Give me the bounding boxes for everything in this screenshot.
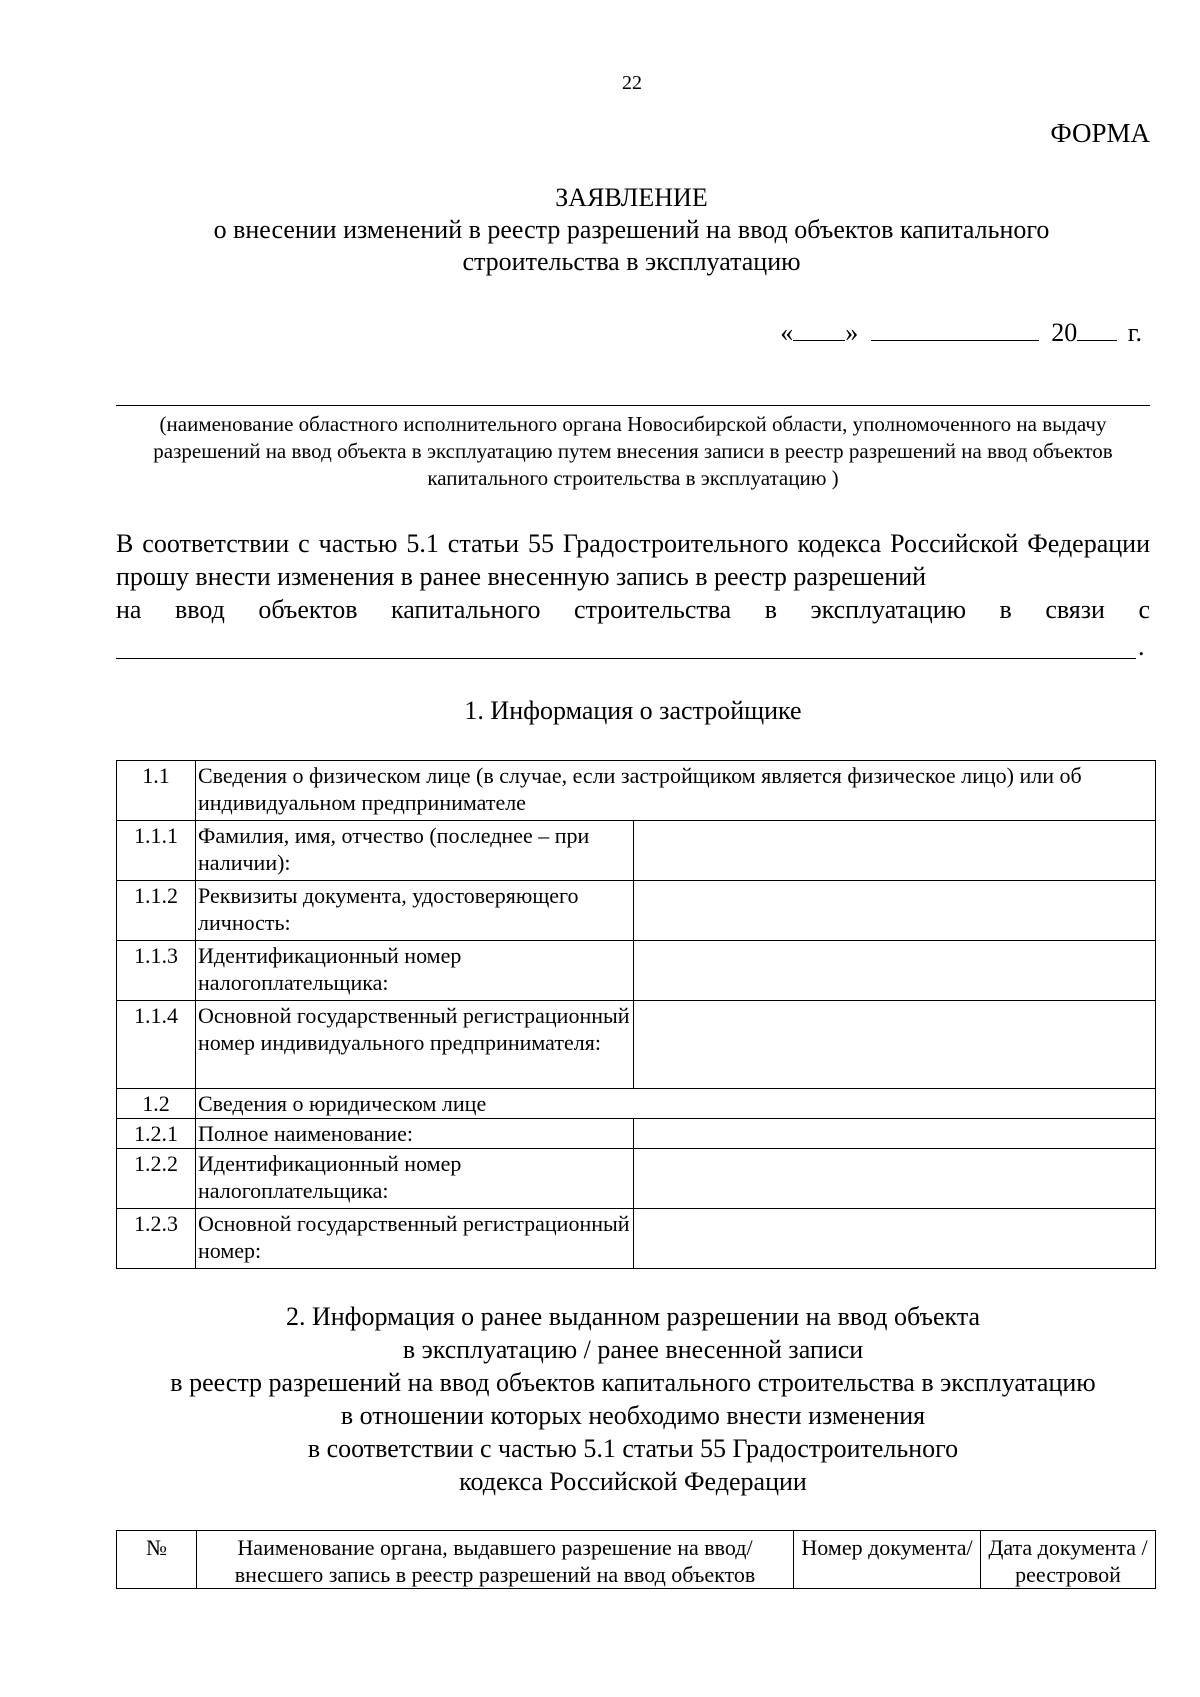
row-value-field[interactable] xyxy=(634,881,1156,941)
section2-heading-line: в эксплуатацию / ранее внесенной записи xyxy=(402,1335,864,1364)
year-suffix: г. xyxy=(1127,318,1142,347)
authority-caption: (наименование областного исполнительного органа Новосибирской области, уполномоченного на выдачу разрешений на ввод объекта в эксплуатацию путем внесения записи в реестр разрешений на ввод объектов капитального строительства в эксплуатацию ) xyxy=(153,412,1113,490)
request-paragraph xyxy=(116,527,1150,626)
document-title xyxy=(116,182,1147,278)
section2-heading-line: в отношении которых необходимо внести изменения xyxy=(340,1401,926,1430)
row-value-field[interactable] xyxy=(634,821,1156,881)
row-value-field[interactable] xyxy=(634,941,1156,1001)
row-label: Идентификационный номер налогоплательщика: xyxy=(196,1149,634,1209)
row-number: 1.2.1 xyxy=(117,1119,196,1149)
row-label: Полное наименование: xyxy=(196,1119,634,1149)
row-value-field[interactable] xyxy=(634,1001,1156,1089)
table-row xyxy=(117,941,1156,1001)
authority-name-blank[interactable] xyxy=(116,405,1150,406)
request-last-line: на ввод объектов капитального строительства в эксплуатацию в связи с xyxy=(116,595,1150,624)
date-close-quote: » xyxy=(845,318,859,347)
section2-heading-line: в реестр разрешений на ввод объектов капитального строительства в эксплуатацию xyxy=(170,1368,1096,1397)
row-number: 1.2 xyxy=(117,1089,196,1119)
row-number: 1.2.2 xyxy=(117,1149,196,1209)
table-row xyxy=(117,881,1156,941)
row-number: 1.1.2 xyxy=(117,881,196,941)
year-prefix: 20 xyxy=(1051,318,1078,347)
table-row xyxy=(117,1209,1156,1269)
title-line-1: ЗАЯВЛЕНИЕ xyxy=(555,183,708,212)
row-label: Основной государственный регистрационный номер: xyxy=(196,1209,634,1269)
section2-heading-line: в соответствии с частью 5.1 статьи 55 Градостроительного xyxy=(307,1434,959,1463)
column-header-authority: Наименование органа, выдавшего разрешение на ввод/ внесшего запись в реестр разрешений на ввод объектов xyxy=(197,1531,794,1589)
form-label: ФОРМА xyxy=(1050,118,1150,148)
row-number: 1.1.1 xyxy=(117,821,196,881)
month-blank[interactable] xyxy=(871,316,1039,341)
date-field xyxy=(780,316,1142,348)
column-header-number: № xyxy=(117,1531,197,1589)
row-number: 1.2.3 xyxy=(117,1209,196,1269)
row-label: Сведения о физическом лице (в случае, если застройщиком является физическое лицо) или об индивидуальном предпринимателе xyxy=(196,761,1156,821)
section2-heading-line: 2. Информация о ранее выданном разрешении на ввод объекта xyxy=(285,1302,981,1331)
row-label: Реквизиты документа, удостоверяющего личность: xyxy=(196,881,634,941)
year-blank[interactable] xyxy=(1077,316,1117,341)
row-number: 1.1.4 xyxy=(117,1001,196,1089)
row-label: Основной государственный регистрационный номер индивидуального предпринимателя: xyxy=(196,1001,634,1089)
column-header-document-number: Номер документа/ xyxy=(794,1531,981,1589)
reason-blank[interactable] xyxy=(116,657,1136,659)
row-value-field[interactable] xyxy=(634,1149,1156,1209)
request-text: В соответствии с частью 5.1 статьи 55 Градостроительного кодекса Российской Федерации прошу внести изменения в ранее внесенную запись в реестр разрешений xyxy=(116,529,1150,591)
row-value-field[interactable] xyxy=(634,1119,1156,1149)
section2-heading xyxy=(116,1300,1150,1498)
table-row xyxy=(117,1119,1156,1149)
permit-info-table xyxy=(116,1530,1156,1589)
column-header-document-date: Дата документа /реестровой xyxy=(981,1531,1156,1589)
section2-heading-line: кодекса Российской Федерации xyxy=(459,1467,807,1496)
title-line-2: о внесении изменений в реестр разрешений на ввод объектов капитального xyxy=(213,215,1050,244)
developer-info-body xyxy=(117,761,1156,1269)
table-row xyxy=(117,1089,1156,1119)
table-row xyxy=(117,761,1156,821)
day-blank[interactable] xyxy=(793,316,845,341)
row-label: Фамилия, имя, отчество (последнее – при наличии): xyxy=(196,821,634,881)
title-line-3: строительства в эксплуатацию xyxy=(462,247,801,276)
section1-heading: 1. Информация о застройщике xyxy=(464,696,802,725)
permit-table-header-row xyxy=(117,1531,1156,1589)
page-number: 22 xyxy=(622,72,642,94)
row-value-field[interactable] xyxy=(634,1209,1156,1269)
row-number: 1.1 xyxy=(117,761,196,821)
row-number: 1.1.3 xyxy=(117,941,196,1001)
table-row xyxy=(117,1001,1156,1089)
date-open-quote: « xyxy=(780,318,794,347)
row-label: Сведения о юридическом лице xyxy=(196,1089,1156,1119)
row-label: Идентификационный номер налогоплательщика: xyxy=(196,941,634,1001)
reason-end-dot: . xyxy=(1138,632,1145,661)
developer-info-table xyxy=(116,760,1156,1269)
table-row xyxy=(117,821,1156,881)
table-row xyxy=(117,1149,1156,1209)
